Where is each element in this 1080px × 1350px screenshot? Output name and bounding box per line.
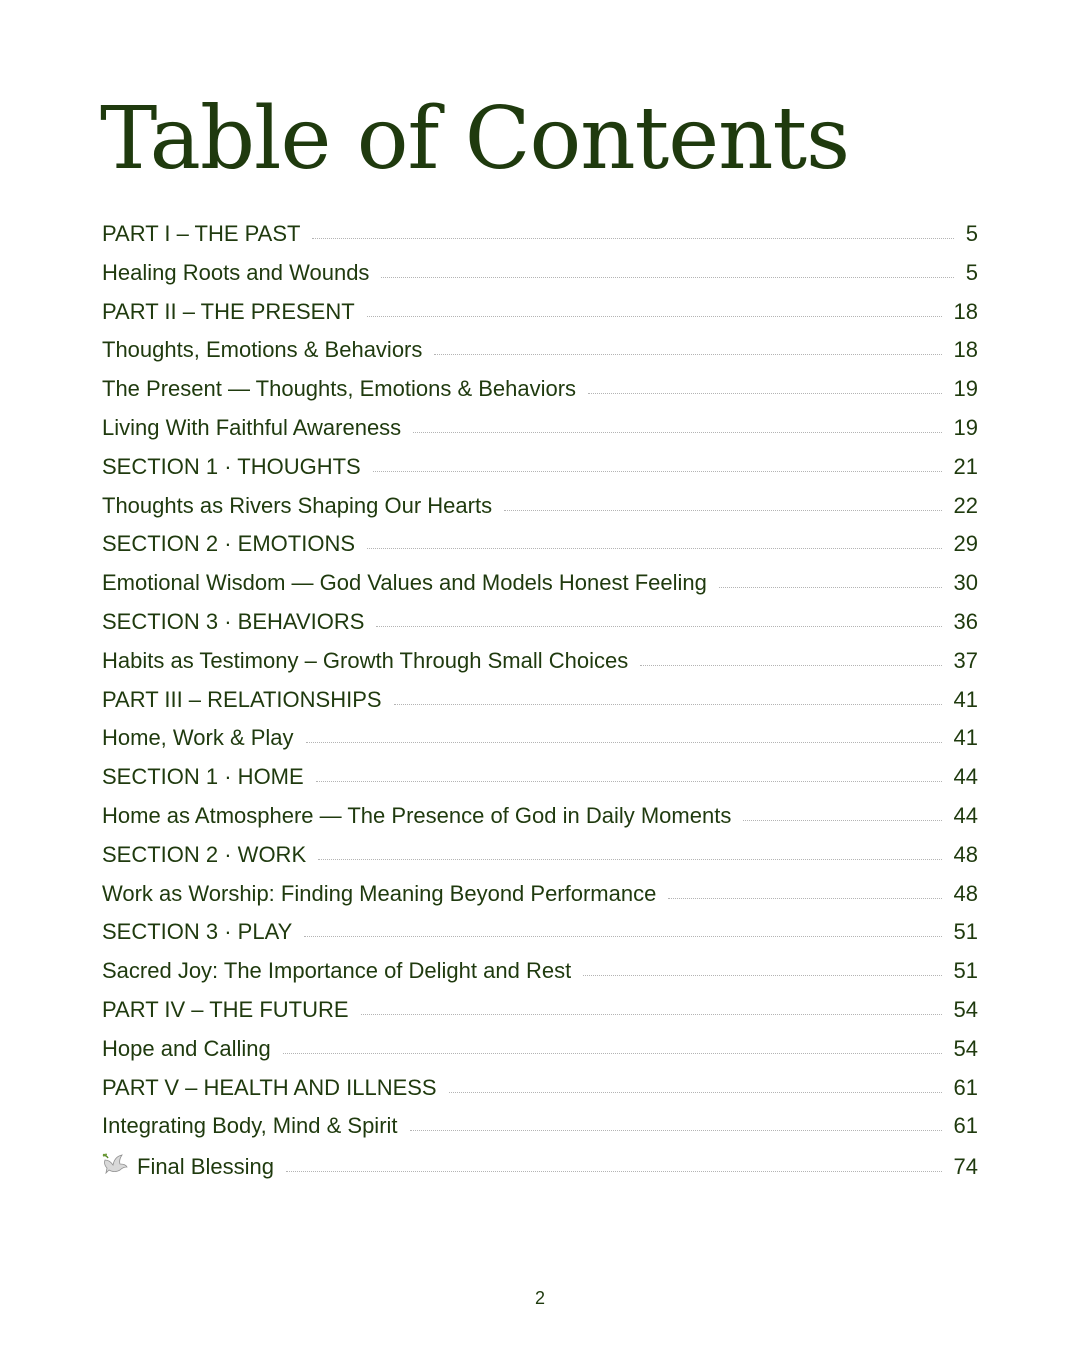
toc-entry-label: PART V – HEALTH AND ILLNESS [102,1074,437,1100]
toc-entry[interactable] [102,376,978,415]
toc-entry[interactable] [102,648,978,687]
toc-leader [367,548,941,549]
toc-entry-label: Hope and Calling [102,1035,271,1061]
toc-entry[interactable] [102,687,978,726]
toc-leader [312,238,953,239]
toc-entry-page: 41 [953,686,978,712]
toc-entry-label: Integrating Body, Mind & Spirit [102,1113,398,1139]
toc-entry-label: Work as Worship: Finding Meaning Beyond Performance [102,880,657,906]
toc-entry-label: PART II – THE PRESENT [102,298,355,324]
toc-entry-label: SECTION 3 · BEHAVIORS [102,608,365,634]
toc-leader [318,859,941,860]
toc-entry-label: Emotional Wisdom — God Values and Models Honest Feeling [102,570,707,596]
toc-entry[interactable] [102,1075,978,1114]
toc-entry-label: SECTION 2 · WORK [102,841,307,867]
toc-entry-label: Final Blessing [137,1154,274,1180]
toc-entry[interactable] [102,221,978,260]
toc-entry-page: 41 [953,725,978,751]
toc-entry-label: Thoughts as Rivers Shaping Our Hearts [102,492,493,518]
toc-entry[interactable] [102,803,978,842]
toc-leader [283,1053,942,1054]
page-number: 2 [534,1288,545,1308]
toc-entry-page: 54 [953,1035,978,1061]
toc-entry-page: 44 [953,802,978,828]
toc-entry[interactable] [102,531,978,570]
toc-entry-page: 21 [953,453,978,479]
toc-entry[interactable] [102,1113,978,1152]
toc-entry-label: PART IV – THE FUTURE [102,996,349,1022]
toc-entry-label: Thoughts, Emotions & Behaviors [102,337,423,363]
toc-entry[interactable] [102,764,978,803]
toc-entry-label: Home, Work & Play [102,725,294,751]
toc-entry[interactable] [102,881,978,920]
toc-entry-label: Healing Roots and Wounds [102,259,370,285]
toc-leader [413,432,941,433]
toc-entry-page: 18 [953,298,978,324]
toc-entry-label: The Present — Thoughts, Emotions & Behaviors [102,376,577,402]
toc-entry-label: Home as Atmosphere — The Presence of God in Daily Moments [102,802,732,828]
toc-leader [394,704,942,705]
toc-entry[interactable] [102,570,978,609]
toc-entry-page: 48 [953,841,978,867]
toc-entry[interactable] [102,1036,978,1075]
toc-leader [286,1171,942,1172]
toc-leader [361,1014,942,1015]
toc-entry-label: Living With Faithful Awareness [102,414,402,440]
toc-leader [668,898,941,899]
toc-leader [367,316,942,317]
toc-leader [743,820,941,821]
toc-entry[interactable] [102,260,978,299]
toc-entry-page: 5 [965,259,978,285]
toc-entry-label: SECTION 1 · THOUGHTS [102,453,361,479]
toc-entry-page: 44 [953,764,978,790]
toc-leader [504,510,941,511]
toc-entry-page: 37 [953,647,978,673]
toc-entry-page: 61 [953,1113,978,1139]
toc-leader [304,936,941,937]
toc-entry-page: 51 [953,958,978,984]
toc-leader [640,665,941,666]
toc-entry-label: SECTION 1 · HOME [102,764,304,790]
toc-entry[interactable] [102,609,978,648]
toc-entry-page: 29 [953,531,978,557]
toc-entry-label: Habits as Testimony – Growth Through Small Choices [102,647,629,673]
toc-entry[interactable] [102,958,978,997]
toc-leader [306,742,942,743]
toc-entry[interactable] [102,842,978,881]
toc-leader [381,277,953,278]
toc-entry[interactable] [102,299,978,338]
toc-entry-page: 54 [953,996,978,1022]
toc-entry-page: 36 [953,608,978,634]
toc-entry-page: 5 [965,221,978,246]
toc-entry-label: PART III – RELATIONSHIPS [102,686,382,712]
toc-entry[interactable] [102,1152,978,1191]
dove-icon [102,1152,128,1174]
toc-entry-page: 18 [953,337,978,363]
toc-leader [376,626,941,627]
toc-entry-page: 51 [953,919,978,945]
toc-entry-page: 74 [953,1154,978,1180]
toc-entry[interactable] [102,919,978,958]
toc-entry-page: 19 [953,414,978,440]
toc-list [102,221,978,1191]
toc-leader [410,1130,942,1131]
toc-entry[interactable] [102,493,978,532]
toc-entry-page: 30 [953,570,978,596]
toc-entry[interactable] [102,725,978,764]
toc-entry-label: PART I – THE PAST [102,221,301,246]
toc-entry-label: SECTION 3 · PLAY [102,919,293,945]
toc-entry-page: 19 [953,376,978,402]
toc-entry[interactable] [102,415,978,454]
toc-entry-page: 22 [953,492,978,518]
toc-entry[interactable] [102,454,978,493]
toc-leader [316,781,942,782]
toc-leader [449,1092,942,1093]
page-title: Table of Contents [100,89,850,189]
toc-entry-label: SECTION 2 · EMOTIONS [102,531,356,557]
toc-entry-label: Sacred Joy: The Importance of Delight and Rest [102,958,572,984]
toc-entry[interactable] [102,337,978,376]
toc-leader [588,393,941,394]
toc-leader [719,587,942,588]
toc-leader [373,471,942,472]
toc-entry[interactable] [102,997,978,1036]
toc-entry-page: 61 [953,1074,978,1100]
toc-entry-page: 48 [953,880,978,906]
toc-leader [434,354,941,355]
toc-leader [583,975,941,976]
